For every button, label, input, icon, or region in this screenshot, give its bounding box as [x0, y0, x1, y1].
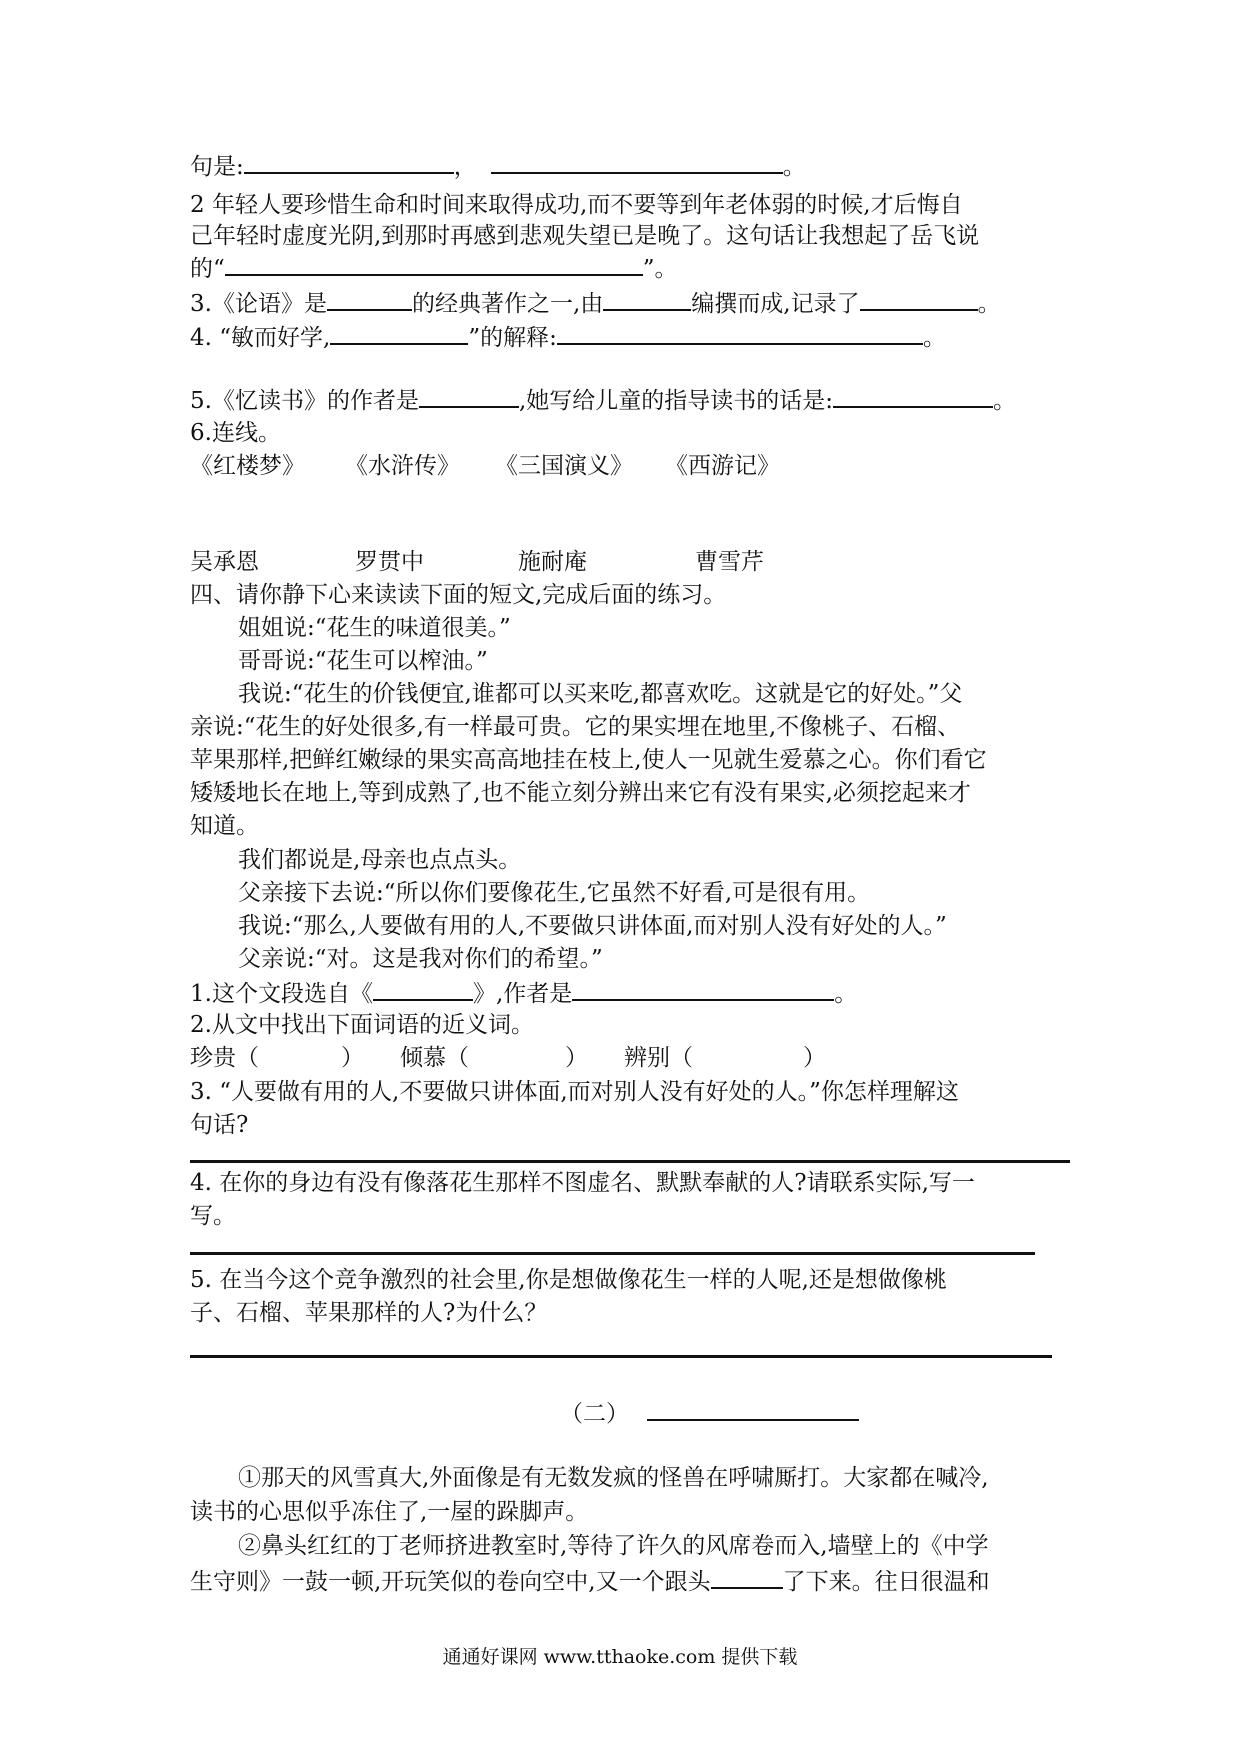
passage-line: 哥哥说:“花生可以榨油。”: [238, 648, 488, 674]
text: 》,作者是: [472, 981, 573, 1007]
passage-line: ②鼻头红红的丁老师挤进教室时,等待了许久的风席卷而入,墙壁上的《中学: [238, 1533, 989, 1559]
q5-line: [190, 384, 1016, 416]
text: 的经典著作之一,由: [411, 291, 604, 317]
text: 。: [922, 325, 946, 351]
author-name[interactable]: 施耐庵: [518, 549, 587, 575]
text: 4. “敏而好学,: [190, 325, 331, 351]
text: （二）: [560, 1401, 629, 1427]
synonym-row: [190, 1043, 826, 1073]
book-title[interactable]: 《西游记》: [665, 453, 780, 479]
section-heading: 四、请你静下心来读读下面的短文,完成后面的练习。: [190, 582, 727, 608]
answer-blank[interactable]: [572, 977, 834, 1001]
answer-blank[interactable]: [330, 321, 468, 345]
passage-line: 读书的心思似乎冻住了,一屋的跺脚声。: [190, 1499, 589, 1525]
text: 。: [834, 981, 858, 1007]
text: ）: [565, 1045, 588, 1071]
text: 辨别（: [624, 1045, 693, 1071]
question-5-cont: 子、石榴、苹果那样的人?为什么？: [190, 1300, 548, 1326]
text: 了下来。往日很温和: [782, 1569, 990, 1595]
q2-line-3: [190, 252, 678, 284]
q3-line: [190, 287, 1001, 319]
text: 。: [993, 388, 1017, 414]
q6-line: 6.连线。: [190, 420, 281, 446]
passage-line: 矮矮地长在地上,等到成熟了,也不能立刻分辨出来它有没有果实,必须挖起来才: [190, 780, 971, 806]
answer-line[interactable]: [190, 1160, 1070, 1163]
text: 倾慕（: [400, 1045, 469, 1071]
text: 3.《论语》是: [190, 291, 327, 317]
book-title[interactable]: 《红楼梦》: [190, 453, 305, 479]
question-3-cont: 句话?: [190, 1112, 249, 1138]
passage-line: 姐姐说:“花生的味道很美。”: [238, 615, 511, 641]
answer-line[interactable]: [190, 1252, 1035, 1255]
answer-blank[interactable]: [603, 287, 691, 311]
question-4-cont: 写。: [190, 1203, 236, 1229]
answer-blank[interactable]: [419, 384, 519, 408]
book-title[interactable]: 《水浒传》: [345, 453, 460, 479]
question-1: [190, 977, 857, 1009]
text: 5.《忆读书》的作者是: [190, 388, 419, 414]
answer-blank[interactable]: [860, 287, 978, 311]
answer-blank[interactable]: [491, 150, 783, 174]
text: 。: [977, 291, 1001, 317]
section-2-heading: [560, 1397, 859, 1429]
passage-line: 知道。: [190, 813, 259, 839]
passage-line: [190, 1565, 990, 1597]
question-5: 5. 在当今这个竞争激烈的社会里,你是想做像花生一样的人呢,还是想做像桃: [190, 1267, 947, 1293]
answer-blank[interactable]: [373, 977, 473, 1001]
question-2: 2.从文中找出下面词语的近义词。: [190, 1012, 534, 1038]
answer-blank[interactable]: [557, 321, 923, 345]
answer-blank[interactable]: [833, 384, 993, 408]
passage-line: 父亲接下去说:“所以你们要像花生,它虽然不好看,可是很有用。: [238, 880, 871, 906]
answer-blank[interactable]: [225, 252, 643, 276]
text: ”。: [642, 256, 678, 282]
q1-line: [190, 150, 806, 182]
author-name[interactable]: 罗贯中: [355, 549, 424, 575]
text: 珍贵（: [190, 1045, 259, 1071]
text: 编撰而成,记录了: [691, 291, 860, 317]
text: ”的解释:: [468, 325, 557, 351]
passage-line: 父亲说:“对。这是我对你们的希望。”: [238, 946, 603, 972]
passage-line: 我说:“花生的价钱便宜,谁都可以买来吃,都喜欢吃。这就是它的好处。”父: [238, 681, 963, 707]
answer-blank[interactable]: [711, 1565, 783, 1589]
text: ,她写给儿童的指导读书的话是:: [518, 388, 834, 414]
passage-line: ①那天的风雪真大,外面像是有无数发疯的怪兽在呼啸厮打。大家都在喊冷,: [238, 1465, 989, 1491]
passage-line: 我说:“那么,人要做有用的人,不要做只讲体面,而对别人没有好处的人。”: [238, 913, 947, 939]
author-name[interactable]: 吴承恩: [190, 549, 259, 575]
answer-blank[interactable]: [327, 287, 412, 311]
text: 句是:: [190, 154, 244, 180]
passage-line: 苹果那样,把鲜红嫩绿的果实高高地挂在枝上,使人一见就生爱慕之心。你们看它: [190, 747, 987, 773]
q2-line-2: 己年轻时虚度光阴,到那时再感到悲观失望已是晚了。这句话让我想起了岳飞说: [190, 223, 980, 249]
passage-line: 亲说:“花生的好处很多,有一样最可贵。它的果实埋在地里,不像桃子、石榴、: [190, 714, 961, 740]
text: 生守则》一鼓一顿,开玩笑似的卷向空中,又一个跟头: [190, 1569, 711, 1595]
page-footer: 通通好课网 www.tthaoke.com 提供下载: [442, 1646, 798, 1668]
text: ，: [453, 154, 477, 180]
text: ）: [803, 1045, 826, 1071]
text: ）: [341, 1045, 364, 1071]
q2-line-1: 2 年轻人要珍惜生命和时间来取得成功,而不要等到年老体弱的时候,才后悔自: [190, 192, 963, 218]
answer-line[interactable]: [190, 1355, 1052, 1358]
title-blank[interactable]: [647, 1397, 859, 1421]
text: 。: [782, 154, 806, 180]
book-title[interactable]: 《三国演义》: [495, 453, 633, 479]
author-name[interactable]: 曹雪芹: [695, 549, 764, 575]
answer-blank[interactable]: [244, 150, 454, 174]
passage-line: 我们都说是,母亲也点点头。: [238, 847, 522, 873]
question-4: 4. 在你的身边有没有像落花生那样不图虚名、默默奉献的人?请联系实际,写一: [190, 1170, 975, 1196]
text: 1.这个文段选自《: [190, 981, 373, 1007]
q4-line: [190, 321, 946, 353]
text: 的“: [190, 256, 225, 282]
question-3: 3. “人要做有用的人,不要做只讲体面,而对别人没有好处的人。”你怎样理解这: [190, 1079, 959, 1105]
